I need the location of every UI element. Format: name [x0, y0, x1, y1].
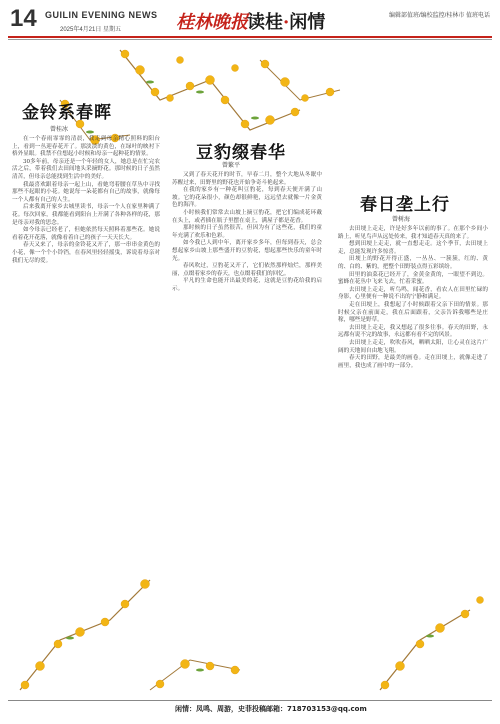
article-1-paragraph: 在一个春雨霏霏的清晨，我走到母亲精心照料的阳台上，看到一丛迎春花开了。那淡淡的黄色，在绿叶的映衬下格外显眼。我禁不住想起小时候和母亲一起种花的情景。	[12, 136, 160, 158]
article-1-paragraph: 春天又来了，母亲的金铃花又开了，那一串串金黄色的小花，像一个个小铃铛，在春风里轻轻摇曳，诉说着母亲对我们无尽的爱。	[12, 242, 160, 264]
article-3-author: 曾树海	[392, 216, 411, 223]
article-1-title: 金铃系春晖	[22, 103, 112, 123]
article-1-paragraph: 后来我离开家乡去城里读书，母亲一个人在家里种满了花。每次回家，我都能看到阳台上开满了各种各样的花，那是母亲对我的思念。	[12, 204, 160, 226]
article-3-paragraph: 田埂上的野花开得正盛，一丛丛、一簇簇，红的、黄的、白的、紫的，把整个田野装点得五彩缤纷。	[338, 256, 488, 270]
section-separator: ·	[283, 12, 290, 33]
editor-credits: 闲情：凤鸣、周游，史菲投稿邮箱：718703153@qq.com	[175, 705, 367, 713]
section-title	[247, 8, 325, 34]
header-info: 编辑部值班/编校监控/桂林市 值班电话	[388, 13, 490, 19]
article-2-paragraph: 在我的家乡有一种花叫豆豹花，每到春天便开满了山坡。它的花朵很小，颜色却很鲜艳，远远望去就像一片金黄色的海洋。	[172, 187, 322, 209]
article-2-paragraph: 春风吹过，豆豹花又开了，它们依然那样灿烂，那样美丽，点缀着家乡的春天，也点缀着我们的回忆。	[172, 263, 322, 277]
section-name-2: 闲情	[289, 12, 326, 33]
article-1-paragraph: 如今母亲已经老了，但她依然每天照料着那些花。她说看着花开花落，就像看着自己的孩子一天天长大。	[12, 227, 160, 241]
article-2-title: 豆豹缀春华	[196, 143, 286, 163]
flower-illustration-bottom	[0, 520, 500, 700]
article-3-paragraph: 春天的田野，是最美的画卷。走在田埂上，就像走进了画里，我也成了画中的一部分。	[338, 355, 488, 369]
footer-rule	[8, 700, 492, 701]
article-3-title: 春日垄上行	[360, 195, 450, 215]
article-1-body	[12, 136, 160, 265]
article-2-body	[172, 172, 322, 294]
section-name: 读桂	[247, 12, 283, 33]
article-1-paragraph: 我最喜欢跟着母亲一起上山，看她弯着腰在草丛中寻找那些不起眼的小花。她说每一朵花都有自己的故事，就像每一个人都有自己的人生。	[12, 181, 160, 203]
article-2-author: 曾繁平	[222, 162, 241, 169]
article-3-paragraph: 想到田埂上走走，就一直想走走。这个季节，去田埂上走，总能发现许多惊喜。	[338, 241, 488, 255]
article-1-paragraph: 30多年前，母亲还是一个年轻的女人，她总是在忙完农活之后，带着我们去田间地头采摘野花。那时候的日子虽然清苦，但母亲总能找到生活中的美好。	[12, 158, 160, 180]
article-3-body	[338, 226, 488, 370]
paper-logo: 桂林晚报	[176, 12, 248, 33]
article-2-paragraph: 平凡的生命也能开出最美的花，这就是豆豹花给我的启示。	[172, 278, 322, 292]
issue-date: 2025年4月21日 星期五	[60, 27, 122, 33]
article-3-paragraph: 田里的油菜花已经开了，金黄金黄的，一眼望不到边。蜜蜂在花丛中飞来飞去，忙着采蜜。	[338, 271, 488, 286]
article-2-paragraph: 小时候我们常常去山坡上摘豆豹花，把它们编成花环戴在头上，或者插在瓶子里摆在桌上，满屋子都是花香。	[172, 209, 322, 224]
page-number: 14	[10, 5, 37, 32]
article-1-author: 曾桂冰	[50, 126, 69, 133]
article-3-paragraph: 去田埂上走走，吹吹春风，晒晒太阳，让心灵在这片广阔的天地间自由地飞翔。	[338, 339, 488, 354]
article-3-paragraph: 去田埂上走走，我又想起了很多往事。春天的田野，永远都有说不完的故事，永远都有看不完的风景。	[338, 324, 488, 339]
header-rule	[8, 36, 492, 38]
paper-name-en: GUILIN EVENING NEWS	[45, 10, 158, 20]
article-3-paragraph: 去田埂上走走，听鸟鸣，闻花香，看农人在田里忙碌的身影，心里便有一种说不出的宁静和满足。	[338, 286, 488, 301]
article-3-paragraph: 走在田埂上，我想起了小时候跟着父亲下田的情景。那时候父亲在前面走，我在后面跟着，父亲告诉我哪些是庄稼，哪些是野草。	[338, 301, 488, 324]
article-2-paragraph: 如今我已人到中年，离开家乡多年，但每到春天，总会想起家乡山坡上那些盛开的豆豹花，想起那些快乐的童年时光。	[172, 240, 322, 262]
article-3-paragraph: 去田埂上走走，许是好多年以前的事了。在那个乡间小路上，听见鸟声从远处传来，我才知道春天真的来了。	[338, 226, 488, 240]
article-2-paragraph: 又到了春天花开的时节，早春二月，整个大地从冬眠中苏醒过来，田野里的野花也开始争奇斗艳起来。	[172, 172, 322, 186]
masthead	[0, 0, 500, 40]
article-2-paragraph: 那时候的日子虽然很苦，但因为有了这些花，我们的童年充满了欢乐和色彩。	[172, 225, 322, 239]
